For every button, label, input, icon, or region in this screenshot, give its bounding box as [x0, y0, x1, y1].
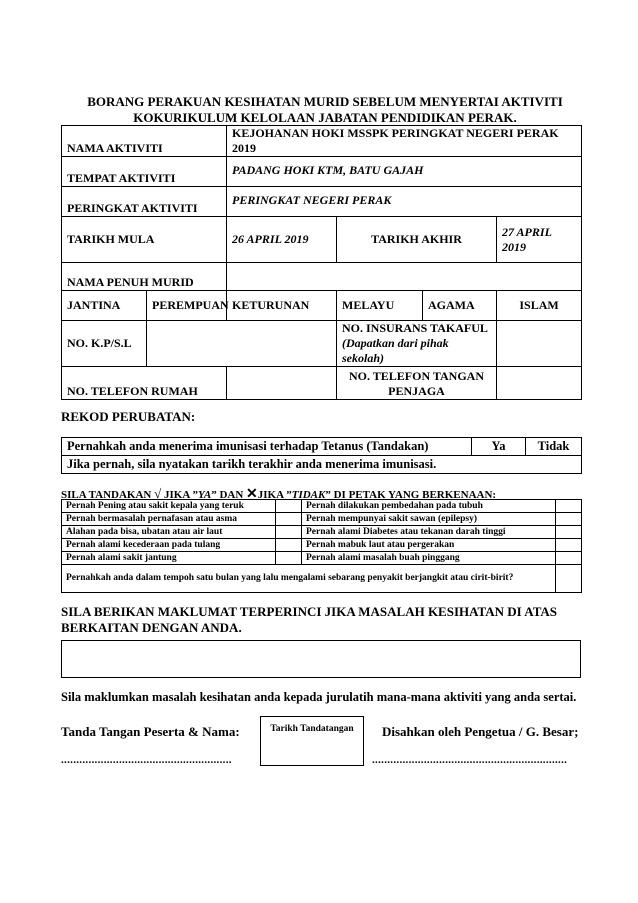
signature-date-box[interactable]	[260, 716, 364, 766]
condition-label: Alahan pada bisa, ubatan atau air laut	[62, 526, 276, 539]
label-nama-aktiviti: NAMA AKTIVITI	[62, 126, 227, 157]
cross-mark-icon: ✕	[246, 487, 258, 502]
instr-ya: YA	[197, 489, 212, 501]
condition-checkbox[interactable]	[276, 539, 302, 552]
notify-coach-text: Sila maklumkan masalah kesihatan anda kepada jurulatih mana-mana aktiviti yang anda sertai.	[61, 690, 577, 704]
tetanus-yes-option[interactable]: Ya	[472, 438, 526, 456]
condition-row	[62, 539, 582, 552]
check-mark-icon: √	[154, 486, 162, 501]
label-telefon-penjaga: NO. TELEFON TANGAN PENJAGA	[337, 367, 497, 400]
value-tempat-aktiviti[interactable]: PADANG HOKI KTM, BATU GAJAH	[227, 157, 582, 187]
detail-heading: SILA BERIKAN MAKLUMAT TERPERINCI JIKA MASALAH KESIHATAN DI ATAS BERKAITAN DENGAN ANDA.	[61, 604, 558, 635]
value-tarikh-mula[interactable]: 26 APRIL 2019	[227, 217, 337, 263]
contagious-checkbox[interactable]	[556, 565, 582, 593]
instr-part3: ” DAN	[211, 489, 247, 501]
condition-label: Pernah dilakukan pembedahan pada tubuh	[302, 500, 556, 513]
tetanus-question: Pernahkah anda menerima imunisasi terhadap Tetanus (Tandakan)	[62, 438, 472, 456]
instr-part4: JIKA ”	[257, 489, 292, 501]
condition-row	[62, 500, 582, 513]
label-insurans-main: NO. INSURANS TAKAFUL	[342, 321, 488, 335]
condition-label: Pernah alami Diabetes atau tekanan darah tinggi	[302, 526, 556, 539]
label-telefon-rumah: NO. TELEFON RUMAH	[62, 367, 227, 400]
value-nama-aktiviti[interactable]: KEJOHANAN HOKI MSSPK PERINGKAT NEGERI PERAK 2019	[227, 126, 582, 157]
value-jantina[interactable]: PEREMPUAN	[147, 291, 227, 321]
condition-checkbox[interactable]	[276, 526, 302, 539]
label-tempat-aktiviti: TEMPAT AKTIVITI	[62, 157, 227, 187]
condition-checkbox[interactable]	[556, 500, 582, 513]
label-keturunan: KETURUNAN	[227, 291, 337, 321]
value-tarikh-akhir[interactable]: 27 APRIL 2019	[497, 217, 582, 263]
label-nama-penuh: NAMA PENUH MURID	[62, 263, 227, 291]
tetanus-no-option[interactable]: Tidak	[526, 438, 582, 456]
instr-tidak: TIDAK	[291, 489, 326, 501]
label-jantina: JANTINA	[62, 291, 147, 321]
condition-checkbox[interactable]	[276, 500, 302, 513]
instr-part2: JIKA ”	[161, 489, 198, 501]
value-peringkat-aktiviti[interactable]: PERINGKAT NEGERI PERAK	[227, 187, 582, 217]
medical-record-heading: REKOD PERUBATAN:	[61, 409, 196, 424]
input-telefon-penjaga[interactable]	[497, 367, 582, 400]
participant-signature-line[interactable]: ........................................................	[61, 754, 232, 766]
label-agama: AGAMA	[423, 291, 497, 321]
immunisation-table	[61, 437, 582, 474]
health-details-input[interactable]	[61, 640, 581, 678]
input-insurans[interactable]	[497, 321, 582, 367]
contagious-question: Pernahkah anda dalam tempoh satu bulan yang lalu mengalami sebarang penyakit berjangkit atau cirit-birit?	[62, 565, 556, 593]
condition-label: Pernah mempunyai sakit sawan (epilepsy)	[302, 513, 556, 526]
principal-signature-line[interactable]: ................................................................	[372, 754, 568, 766]
form-title	[0, 94, 638, 126]
label-insurans	[337, 321, 497, 367]
value-agama[interactable]: ISLAM	[497, 291, 582, 321]
condition-label: Pernah bermasalah pernafasan atau asma	[62, 513, 276, 526]
condition-label: Pernah alami masalah buah pinggang	[302, 552, 556, 565]
label-tarikh-akhir: TARIKH AKHIR	[337, 217, 497, 263]
condition-checkbox[interactable]	[556, 513, 582, 526]
label-tarikh-mula: TARIKH MULA	[62, 217, 227, 263]
form-title-line2: KOKURIKULUM KELOLAAN JABATAN PENDIDIKAN PERAK.	[133, 110, 517, 125]
participant-signature-label: Tanda Tangan Peserta & Nama:	[61, 724, 240, 739]
condition-label: Pernah mabuk laut atau pergerakan	[302, 539, 556, 552]
conditions-table	[61, 499, 582, 593]
label-insurans-note: (Dapatkan dari pihak sekolah)	[342, 336, 449, 365]
input-telefon-rumah[interactable]	[227, 367, 337, 400]
label-kp: NO. K.P/S.L	[62, 321, 147, 367]
condition-checkbox[interactable]	[556, 526, 582, 539]
condition-row	[62, 526, 582, 539]
input-kp[interactable]	[147, 321, 337, 367]
condition-checkbox[interactable]	[556, 552, 582, 565]
condition-row	[62, 513, 582, 526]
signature-date-label: Tarikh Tandatangan	[270, 724, 354, 734]
condition-label: Pernah alami sakit jantung	[62, 552, 276, 565]
condition-label: Pernah alami kecederaan pada tulang	[62, 539, 276, 552]
condition-checkbox[interactable]	[276, 513, 302, 526]
condition-label: Pernah Pening atau sakit kepala yang teruk	[62, 500, 276, 513]
instr-part5: ” DI PETAK YANG BERKENAAN:	[325, 489, 497, 501]
value-keturunan[interactable]: MELAYU	[337, 291, 423, 321]
activity-info-table	[61, 125, 582, 400]
input-nama-penuh[interactable]	[227, 263, 582, 291]
last-immunisation-question: Jika pernah, sila nyatakan tarikh terakhir anda menerima imunisasi.	[62, 456, 582, 474]
principal-approval-label: Disahkan oleh Pengetua / G. Besar;	[382, 724, 579, 739]
label-peringkat-aktiviti: PERINGKAT AKTIVITI	[62, 187, 227, 217]
instr-part1: SILA TANDAKAN	[61, 489, 155, 501]
condition-row	[62, 552, 582, 565]
form-title-line1: BORANG PERAKUAN KESIHATAN MURID SEBELUM MENYERTAI AKTIVITI	[87, 94, 563, 109]
condition-checkbox[interactable]	[556, 539, 582, 552]
condition-checkbox[interactable]	[276, 552, 302, 565]
